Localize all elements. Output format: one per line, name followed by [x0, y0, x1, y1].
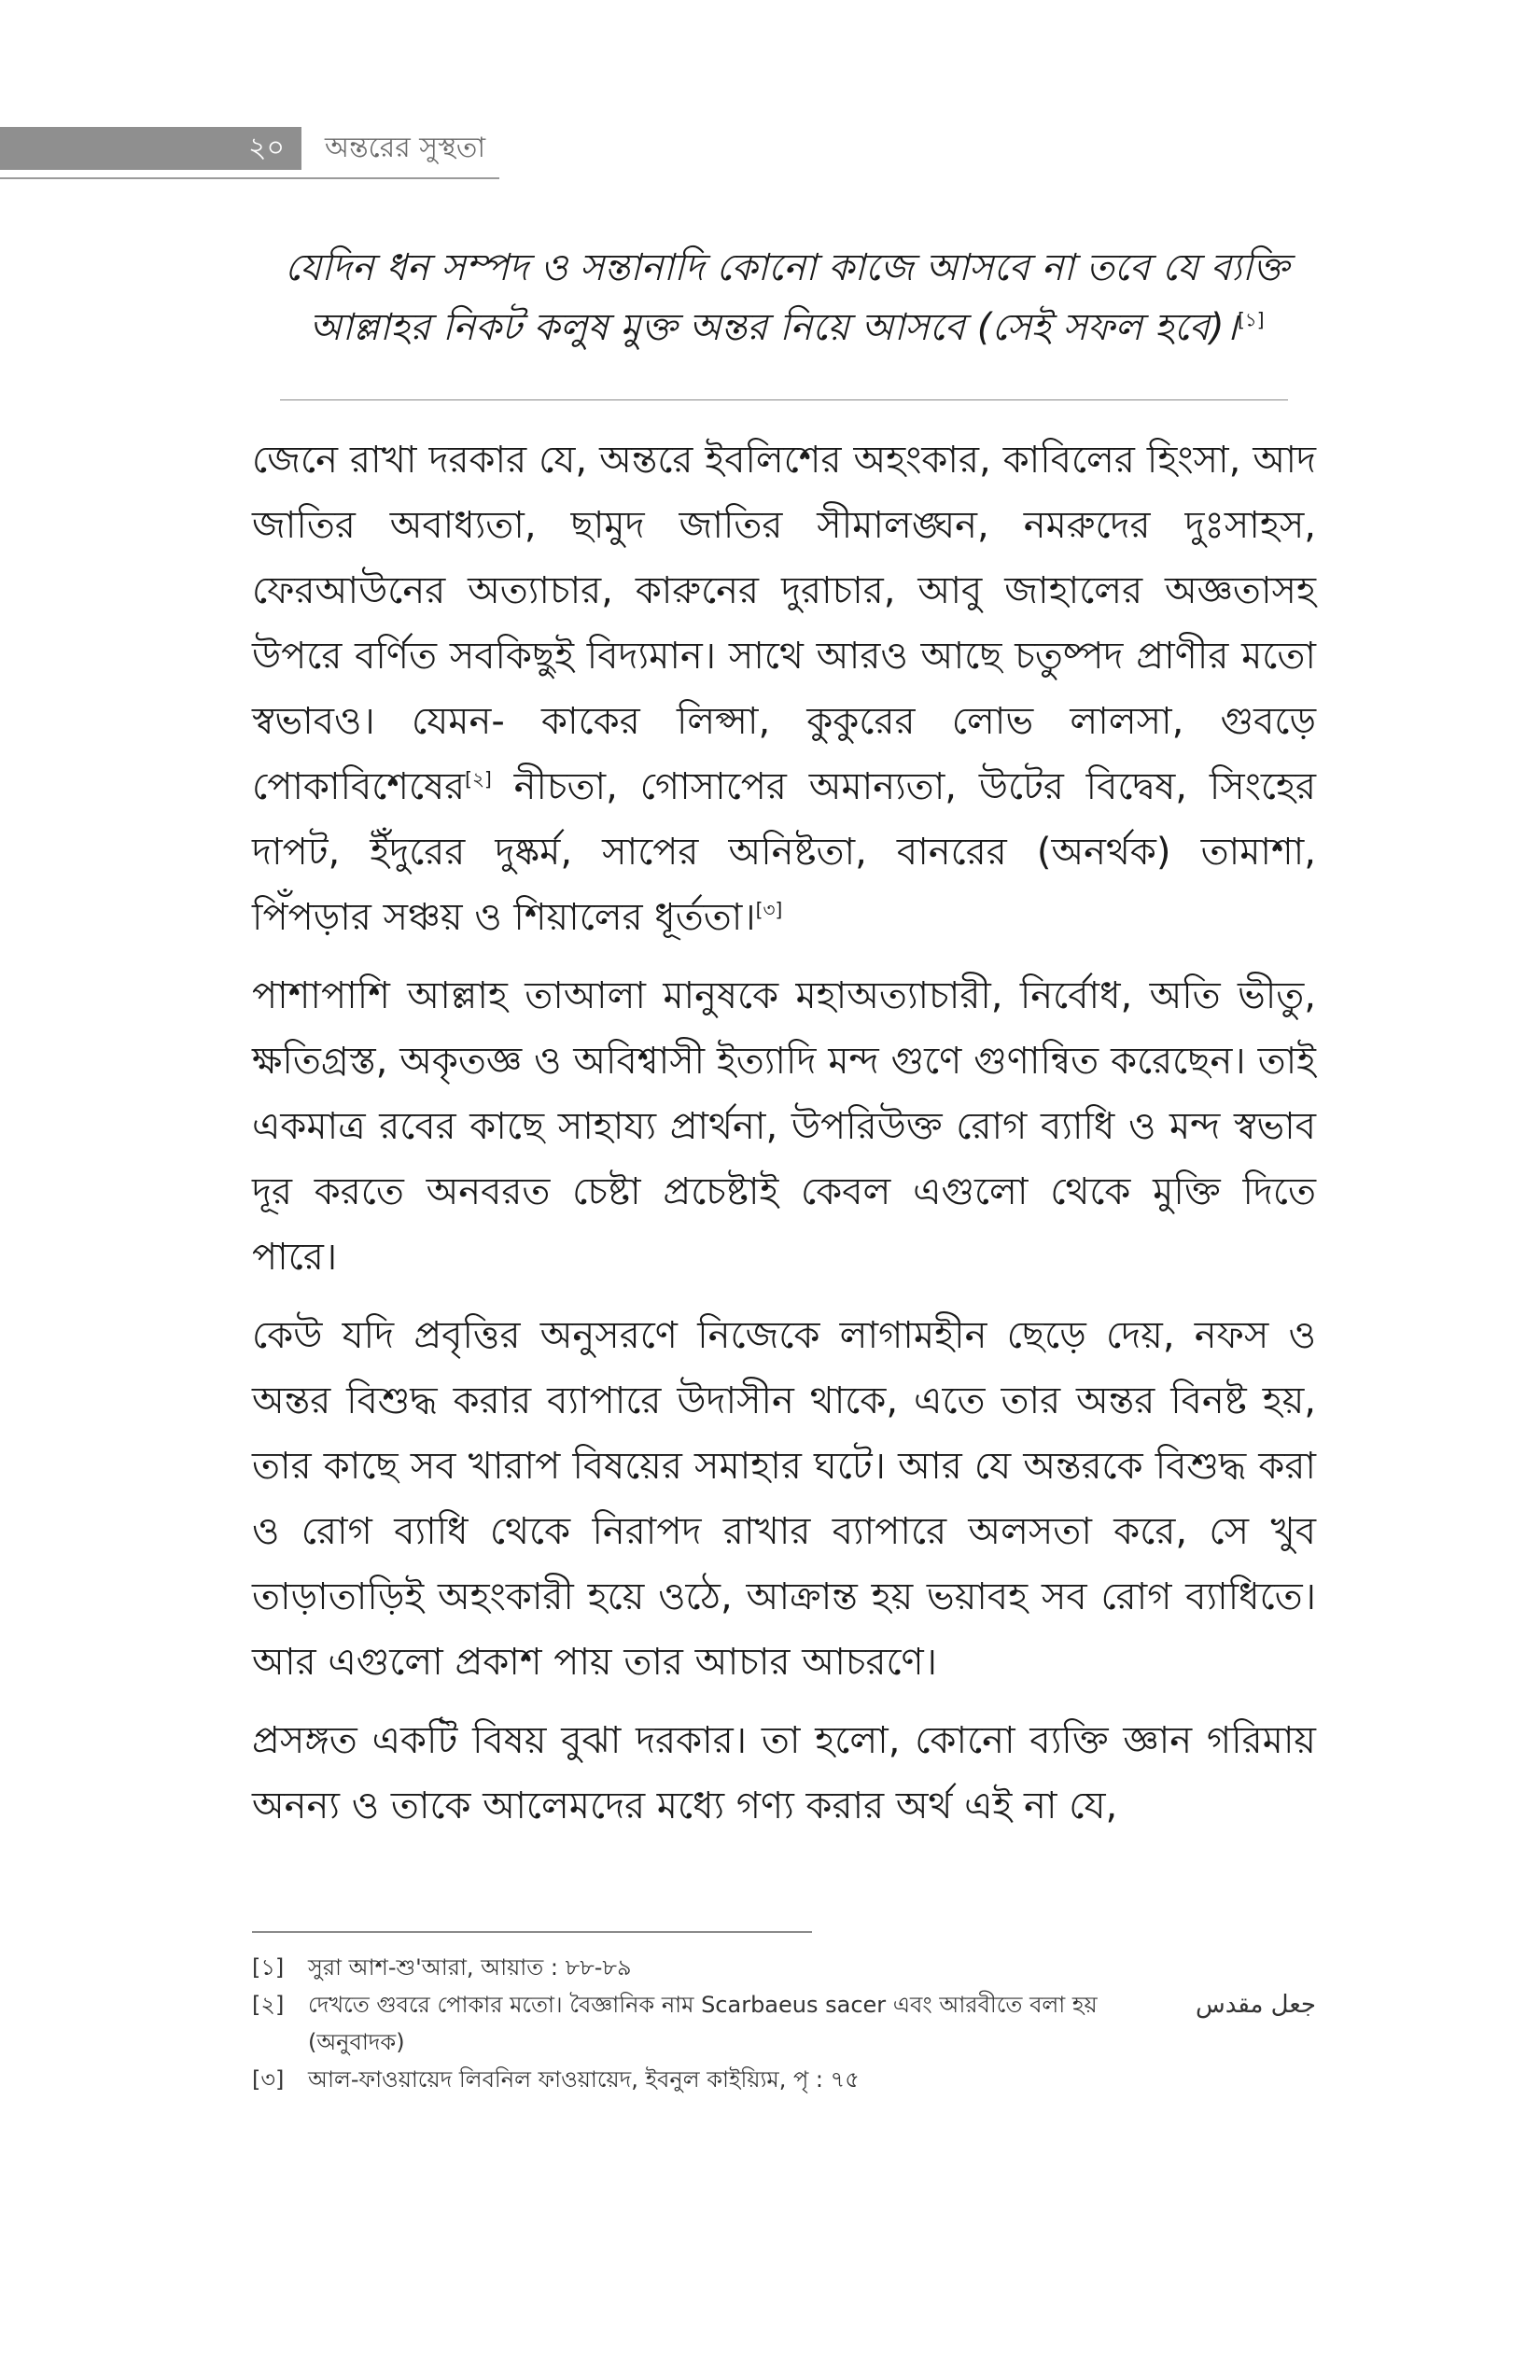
- paragraph-1-part-a: জেনে রাখা দরকার যে, অন্তরে ইবলিশের অহংকার, কাবিলের হিংসা, আদ জাতির অবাধ্যতা, ছামুদ জাতির সীমালঙ্ঘন, নমরুদের দুঃসাহস, ফেরআউনের অত্যাচার, কারুনের দুরাচার, আবু জাহালের অজ্ঞতাসহ উপরে বর্ণিত সবকিছুই বিদ্যমান। সাথে আরও আছে চতুষ্পদ প্রাণীর মতো স্বভাবও। যেমন- কাকের লিপ্সা, কুকুরের লোভ লালসা, গুবড়ে পোকাবিশেষের: [252, 439, 1316, 808]
- footnotes: [252, 1949, 1316, 2098]
- footnote-2-continuation: (অনুবাদক): [308, 2029, 405, 2055]
- footnote-text: আল-ফাওয়ায়েদ লিবনিল ফাওয়ায়েদ, ইবনুল কাইয়্যিম, পৃ : ৭৫: [308, 2066, 860, 2093]
- body-text: [252, 427, 1316, 1852]
- quote-divider: [280, 399, 1288, 400]
- footnote-number: [১]: [252, 1954, 285, 1981]
- footnote-2-text: দেখতে গুবরে পোকার মতো। বৈজ্ঞানিক নাম Scarbaeus sacer এবং আরবীতে বলা হয়: [308, 1992, 1098, 2018]
- paragraph-1: [252, 427, 1316, 950]
- footnote-3: [252, 2061, 1316, 2098]
- page-number: ২০: [0, 127, 301, 170]
- quote-line-2-text: আল্লাহর নিকট কলুষ মুক্ত অন্তর নিয়ে আসবে (সেই সফল হবে)।: [309, 306, 1238, 349]
- footnote-ref-3[interactable]: [৩]: [755, 898, 783, 921]
- paragraph-2: পাশাপাশি আল্লাহ তাআলা মানুষকে মহাঅত্যাচারী, নির্বোধ, অতি ভীতু, ক্ষতিগ্রস্ত, অকৃতজ্ঞ ও অবিশ্বাসী ইত্যাদি মন্দ গুণে গুণান্বিত করেছেন। তাই একমাত্র রবের কাছে সাহায্য প্রার্থনা, উপরিউক্ত রোগ ব্যাধি ও মন্দ স্বভাব দূর করতে অনবরত চেষ্টা প্রচেষ্টাই কেবল এগুলো থেকে মুক্তি দিতে পারে।: [252, 974, 1316, 1279]
- header-divider: [0, 177, 499, 179]
- quran-quote: [250, 238, 1323, 357]
- paragraph-1-part-b: নীচতা, গোসাপের অমান্যতা, উটের বিদ্বেষ, সিংহের দাপট, ইঁদুরের দুষ্কর্ম, সাপের অনিষ্টতা, বানরের (অনর্থক) তামাশা, পিঁপড়ার সঞ্চয় ও শিয়ালের ধূর্ততা।: [252, 765, 1316, 939]
- footnote-number: [২]: [252, 1992, 285, 2018]
- running-header-title: অন্তরের সুস্থতা: [325, 132, 486, 164]
- paragraph-3: কেউ যদি প্রবৃত্তির অনুসরণে নিজেকে লাগামহীন ছেড়ে দেয়, নফস ও অন্তর বিশুদ্ধ করার ব্যাপারে উদাসীন থাকে, এতে তার অন্তর বিনষ্ট হয়, তার কাছে সব খারাপ বিষয়ের সমাহার ঘটে। আর যে অন্তরকে বিশুদ্ধ করা ও রোগ ব্যাধি থেকে নিরাপদ রাখার ব্যাপারে অলসতা করে, সে খুব তাড়াতাড়িই অহংকারী হয়ে ওঠে, আক্রান্ত হয় ভয়াবহ সব রোগ ব্যাধিতে। আর এগুলো প্রকাশ পায় তার আচার আচরণে।: [252, 1314, 1316, 1684]
- quote-line-2: [250, 298, 1323, 357]
- footnote-arabic-term: جعل مقدس: [1195, 1991, 1316, 2019]
- quote-line-1: যেদিন ধন সম্পদ ও সন্তানাদি কোনো কাজে আসবে না তবে যে ব্যক্তি: [285, 246, 1289, 289]
- footnote-ref-2[interactable]: [২]: [465, 767, 492, 791]
- paragraph-4: প্রসঙ্গত একটি বিষয় বুঝা দরকার। তা হলো, কোনো ব্যক্তি জ্ঞান গরিমায় অনন্য ও তাকে আলেমদের মধ্যে গণ্য করার অর্থ এই না যে,: [252, 1719, 1316, 1827]
- footnote-divider: [252, 1931, 812, 1933]
- footnote-text: সুরা আশ-শু'আরা, আয়াত : ৮৮-৮৯: [308, 1954, 632, 1981]
- footnote-text: [308, 1986, 1316, 2023]
- footnote-1: [252, 1949, 1316, 1986]
- footnote-2: [252, 1986, 1316, 2061]
- footnote-ref-1[interactable]: [১]: [1237, 308, 1265, 331]
- footnote-number: [৩]: [252, 2066, 285, 2093]
